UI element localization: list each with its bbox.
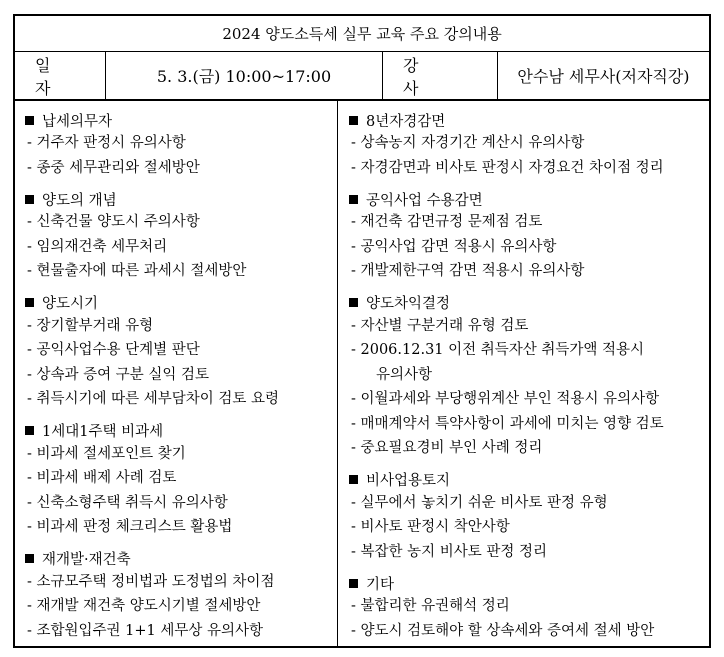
date-label: 일 자 bbox=[15, 52, 106, 99]
section-left-4 bbox=[23, 548, 333, 644]
table-title: 2024 양도소득세 실무 교육 주요 강의내용 bbox=[15, 16, 709, 52]
list-item: - 재건축 감면규정 문제점 검토 bbox=[351, 214, 543, 230]
list-item: - 거주자 판정시 유의사항 bbox=[27, 135, 186, 151]
square-bullet-icon bbox=[349, 116, 358, 125]
section-left-3 bbox=[23, 420, 333, 540]
list-item: - 2006.12.31 이전 취득자산 취득가액 적용시 bbox=[351, 342, 645, 358]
section-gap bbox=[23, 284, 333, 292]
section-right-3 bbox=[347, 469, 709, 565]
section-heading bbox=[23, 109, 333, 131]
list-item: - 비과세 배제 사례 검토 bbox=[27, 470, 177, 486]
section-heading-text: 납세의무자 bbox=[42, 113, 113, 130]
section-heading bbox=[347, 292, 709, 314]
list-item: - 공익사업 감면 적용시 유의사항 bbox=[351, 238, 557, 255]
list-item: - 재개발 재건축 양도시기별 절세방안 bbox=[27, 598, 261, 614]
section-heading-text: 공익사업 수용감면 bbox=[366, 192, 483, 209]
list-item: - 종중 세무관리와 절세방안 bbox=[27, 159, 200, 176]
list-item: - 비과세 절세포인트 찾기 bbox=[27, 445, 186, 462]
section-gap bbox=[347, 461, 709, 469]
section-heading bbox=[23, 420, 333, 442]
list-item: - 소규모주택 정비법과 도정법의 차이점 bbox=[27, 573, 275, 590]
section-left-1 bbox=[23, 188, 333, 284]
square-bullet-icon bbox=[25, 554, 34, 563]
list-item: - 매매계약서 특약사항이 과세에 미치는 영향 검토 bbox=[351, 415, 664, 432]
list-item: - 현물출자에 따른 과세시 절세방안 bbox=[27, 263, 247, 279]
list-item: - 신축소형주택 취득시 유의사항 bbox=[27, 494, 228, 511]
section-gap bbox=[23, 180, 333, 188]
lecturer-value: 안수남 세무사(저자직강) bbox=[517, 67, 690, 86]
list-item: - 불합리한 유권해석 정리 bbox=[351, 598, 510, 614]
square-bullet-icon bbox=[349, 475, 358, 484]
right-column bbox=[347, 109, 709, 643]
section-gap bbox=[347, 564, 709, 572]
list-item: - 복잡한 농지 비사토 판정 정리 bbox=[351, 543, 548, 560]
left-column bbox=[23, 109, 333, 643]
section-heading bbox=[347, 188, 709, 210]
section-heading bbox=[347, 109, 709, 131]
section-left-0 bbox=[23, 109, 333, 180]
section-gap bbox=[23, 540, 333, 548]
section-heading-text: 8년자경감면 bbox=[366, 113, 446, 130]
list-item: - 개발제한구역 감면 적용시 유의사항 bbox=[351, 263, 585, 279]
list-item: - 자경감면과 비사토 판정시 자경요건 차이점 정리 bbox=[351, 159, 664, 176]
section-heading-text: 비사업용토지 bbox=[366, 473, 451, 489]
lecture-table bbox=[13, 14, 711, 648]
square-bullet-icon bbox=[349, 579, 358, 588]
section-right-0 bbox=[347, 109, 709, 180]
list-item: - 조합원입주권 1+1 세무상 유의사항 bbox=[27, 622, 264, 639]
section-heading-text: 재개발·재건축 bbox=[42, 552, 131, 568]
section-heading bbox=[23, 548, 333, 570]
list-item: - 장기할부거래 유형 bbox=[27, 317, 154, 334]
section-heading-text: 기타 bbox=[366, 576, 395, 593]
list-item: - 신축건물 양도시 주의사항 bbox=[27, 214, 200, 230]
section-gap bbox=[23, 412, 333, 420]
square-bullet-icon bbox=[349, 195, 358, 204]
square-bullet-icon bbox=[349, 298, 358, 307]
list-item: - 비사토 판정시 착안사항 bbox=[351, 519, 510, 535]
section-gap bbox=[347, 180, 709, 188]
list-item: - 취득시기에 따른 세부담차이 검토 요령 bbox=[27, 391, 280, 407]
list-item: - 상속과 증여 구분 실익 검토 bbox=[27, 366, 210, 383]
section-heading bbox=[347, 469, 709, 491]
list-item: - 중요필요경비 부인 사례 정리 bbox=[351, 440, 543, 456]
list-item: - 이월과세와 부당행위계산 부인 적용시 유의사항 bbox=[351, 391, 660, 407]
square-bullet-icon bbox=[25, 195, 34, 204]
section-gap bbox=[347, 284, 709, 292]
lecturer-label: 강 사 bbox=[383, 52, 498, 99]
section-heading-text: 양도차익결정 bbox=[366, 296, 451, 312]
list-item: - 임의재건축 세무처리 bbox=[27, 238, 168, 255]
list-item: - 비과세 판정 체크리스트 활용법 bbox=[27, 519, 233, 535]
section-right-4 bbox=[347, 572, 709, 643]
square-bullet-icon bbox=[25, 298, 34, 307]
square-bullet-icon bbox=[25, 426, 34, 435]
date-value: 5. 3.(금) 10:00~17:00 bbox=[106, 52, 383, 99]
section-heading bbox=[23, 292, 333, 314]
list-item: 유의사항 bbox=[376, 366, 433, 383]
section-right-1 bbox=[347, 188, 709, 284]
section-heading bbox=[23, 188, 333, 210]
info-row bbox=[15, 52, 709, 101]
section-right-2 bbox=[347, 292, 709, 461]
section-heading bbox=[347, 572, 709, 594]
square-bullet-icon bbox=[25, 116, 34, 125]
list-item: - 자산별 구분거래 유형 검토 bbox=[351, 317, 529, 334]
section-heading-text: 양도시기 bbox=[42, 296, 99, 312]
list-item: - 상속농지 자경기간 계산시 유의사항 bbox=[351, 135, 585, 151]
list-item: - 공익사업수용 단계별 판단 bbox=[27, 342, 200, 358]
section-heading-text: 1세대1주택 비과세 bbox=[42, 424, 164, 440]
section-heading-text: 양도의 개념 bbox=[42, 192, 117, 209]
list-item: - 양도시 검토해야 할 상속세와 증여세 절세 방안 bbox=[351, 622, 655, 639]
section-left-2 bbox=[23, 292, 333, 412]
column-divider bbox=[337, 101, 338, 646]
list-item: - 실무에서 놓치기 쉬운 비사토 판정 유형 bbox=[351, 494, 608, 511]
